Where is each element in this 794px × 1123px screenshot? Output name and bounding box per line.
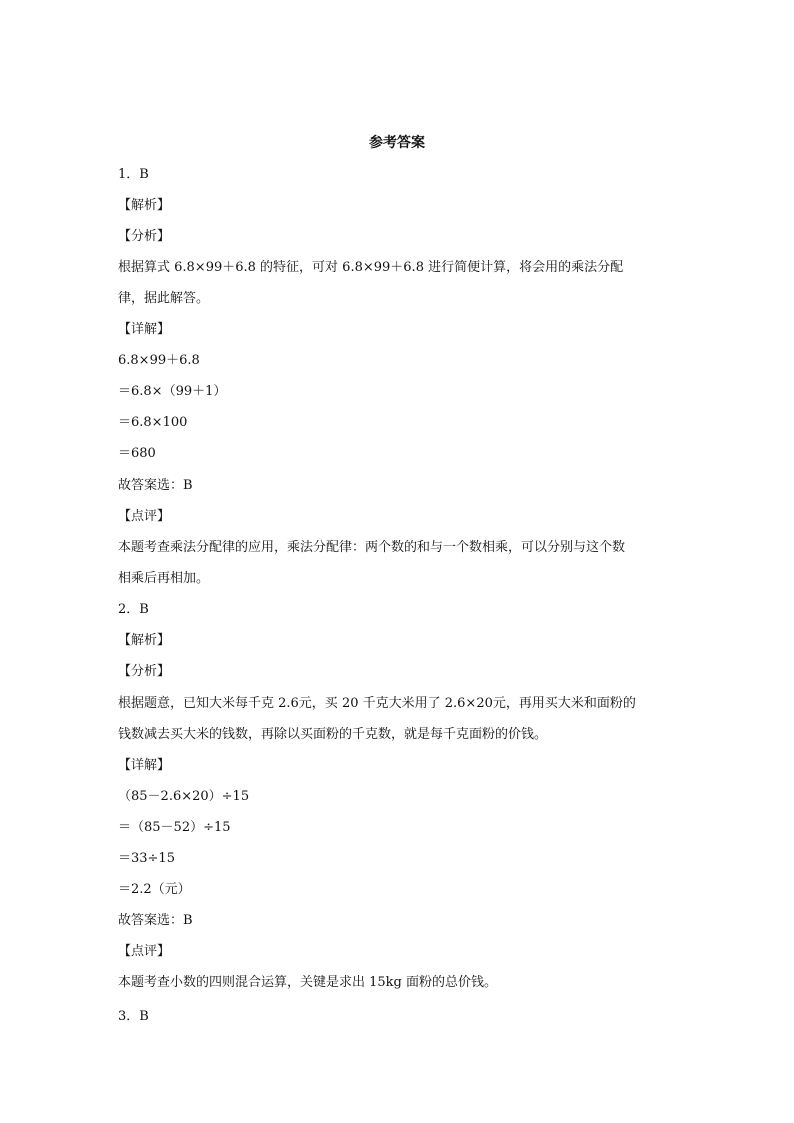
answer-choice: 故答案选：B (118, 478, 193, 493)
calculation-step: （85－2.6×20）÷15 (118, 789, 250, 804)
section-heading-detail: 【详解】 (118, 322, 171, 337)
analysis-text: 根据题意，已知大米每千克 2.6元，买 20 千克大米用了 2.6×20元，再用买大米和面粉的 (118, 696, 636, 711)
comment-text: 本题考查小数的四则混合运算，关键是求出 15kg 面粉的总价钱。 (118, 975, 498, 990)
analysis-text: 律，据此解答。 (118, 291, 210, 306)
section-heading-fenxi: 【分析】 (118, 229, 171, 244)
comment-text: 相乘后再相加。 (118, 571, 210, 586)
section-heading-fenxi: 【分析】 (118, 664, 171, 679)
analysis-text: 钱数减去买大米的钱数，再除以买面粉的千克数，就是每千克面粉的价钱。 (118, 727, 548, 742)
calculation-step: ＝6.8×100 (118, 415, 188, 430)
calculation-step: ＝6.8×（99＋1） (118, 384, 227, 399)
calculation-step: ＝（85－52）÷15 (118, 820, 231, 835)
question-number: 2．B (118, 602, 149, 617)
section-heading-detail: 【详解】 (118, 758, 171, 773)
comment-text: 本题考查乘法分配律的应用，乘法分配律：两个数的和与一个数相乘，可以分别与这个数 (118, 540, 626, 555)
section-heading-analysis: 【解析】 (118, 633, 171, 648)
page-title: 参考答案 (369, 135, 425, 151)
calculation-step: ＝2.2（元） (118, 882, 191, 897)
section-heading-comment: 【点评】 (118, 944, 171, 959)
calculation-step: ＝680 (118, 446, 156, 461)
question-number: 3．B (118, 1009, 149, 1024)
section-heading-comment: 【点评】 (118, 509, 171, 524)
calculation-step: ＝33÷15 (118, 851, 175, 866)
section-heading-analysis: 【解析】 (118, 198, 171, 213)
question-number: 1．B (118, 167, 149, 182)
calculation-step: 6.8×99＋6.8 (118, 353, 200, 368)
answer-choice: 故答案选：B (118, 913, 193, 928)
analysis-text: 根据算式 6.8×99＋6.8 的特征，可对 6.8×99＋6.8 进行简便计算，将会用的乘法分配 (118, 260, 624, 275)
